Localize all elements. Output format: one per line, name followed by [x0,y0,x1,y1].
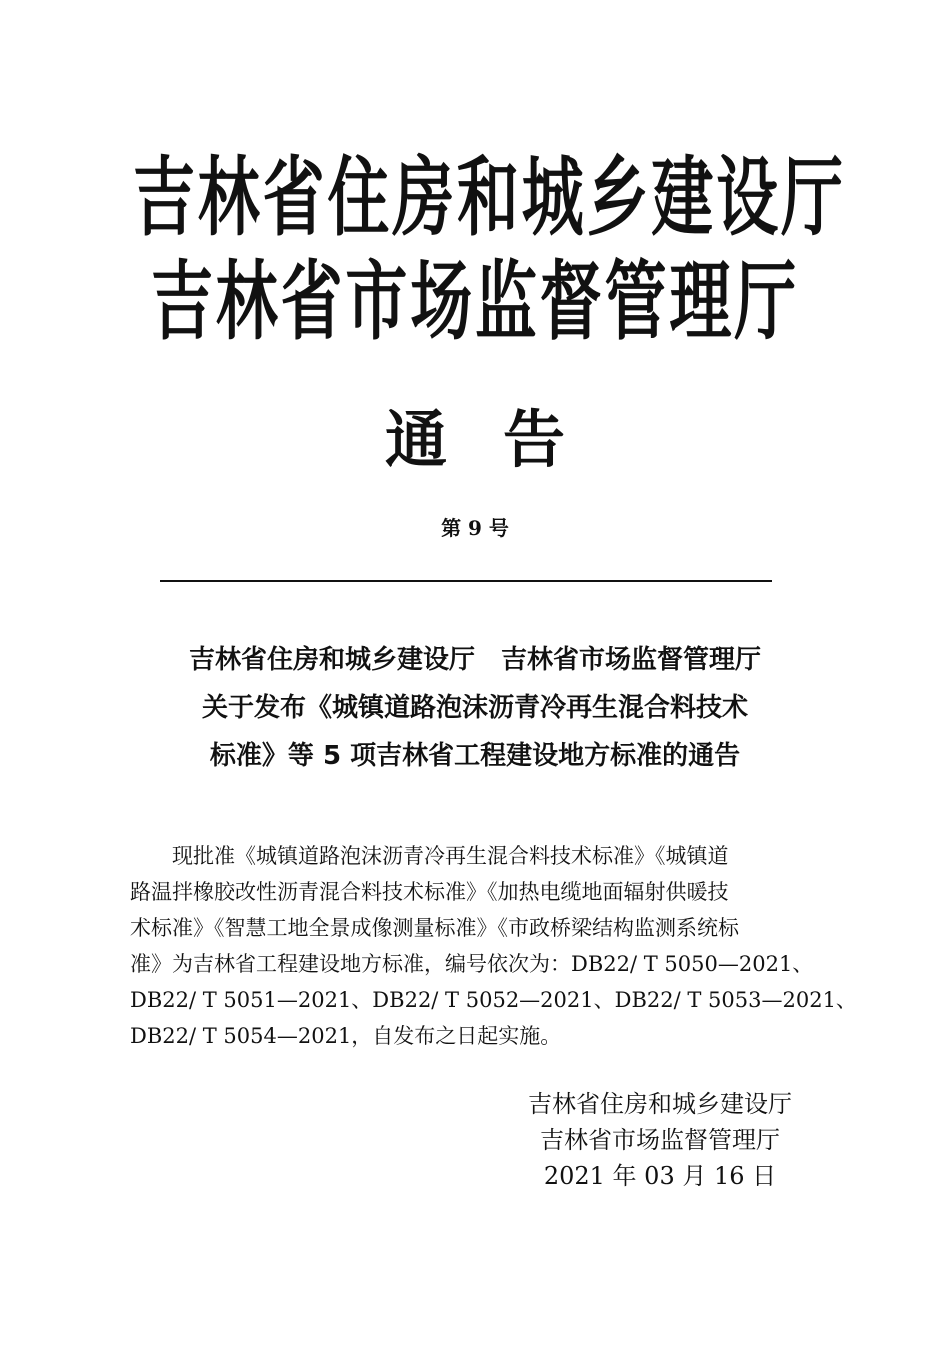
body-line: DB22/ T 5054—2021，自发布之日起实施。 [130,1024,562,1048]
signature-issuer-housing-department: 吉林省住房和城乡建设厅 [528,1090,792,1118]
body-line: 术标准》《智慧工地全景成像测量标准》《市政桥梁结构监测系统标 [130,916,739,940]
signature-block [490,1086,830,1194]
body-line: 现批准《城镇道路泡沫沥青冷再生混合料技术标准》《城镇道 [130,844,729,868]
signature-date: 2021 年 03 月 16 日 [543,1162,777,1190]
notice-subject [100,636,850,780]
subject-line: 吉林省住房和城乡建设厅 吉林省市场监督管理厅 [188,645,761,675]
body-line: DB22/ T 5051—2021、DB22/ T 5052—2021、DB22/ T 5053—2021、 [130,988,857,1012]
header-issuer-market-supervision: 吉林省市场监督管理厅 [151,252,799,352]
header-issuer-housing-department: 吉林省住房和城乡建设厅 [133,148,846,248]
signature-issuer-market-supervision: 吉林省市场监督管理厅 [540,1126,780,1154]
notice-body [130,838,857,1054]
notice-title: 通告 [384,403,621,476]
body-line: 准》为吉林省工程建设地方标准，编号依次为：DB22/ T 5050—2021、 [130,952,814,976]
notice-number: 第 9 号 [441,516,509,540]
header-divider [160,580,772,582]
subject-line: 标准》等 5 项吉林省工程建设地方标准的通告 [209,741,741,771]
body-line: 路温拌橡胶改性沥青混合料技术标准》《加热电缆地面辐射供暖技 [130,880,729,904]
subject-line: 关于发布《城镇道路泡沫沥青冷再生混合料技术 [201,693,748,723]
